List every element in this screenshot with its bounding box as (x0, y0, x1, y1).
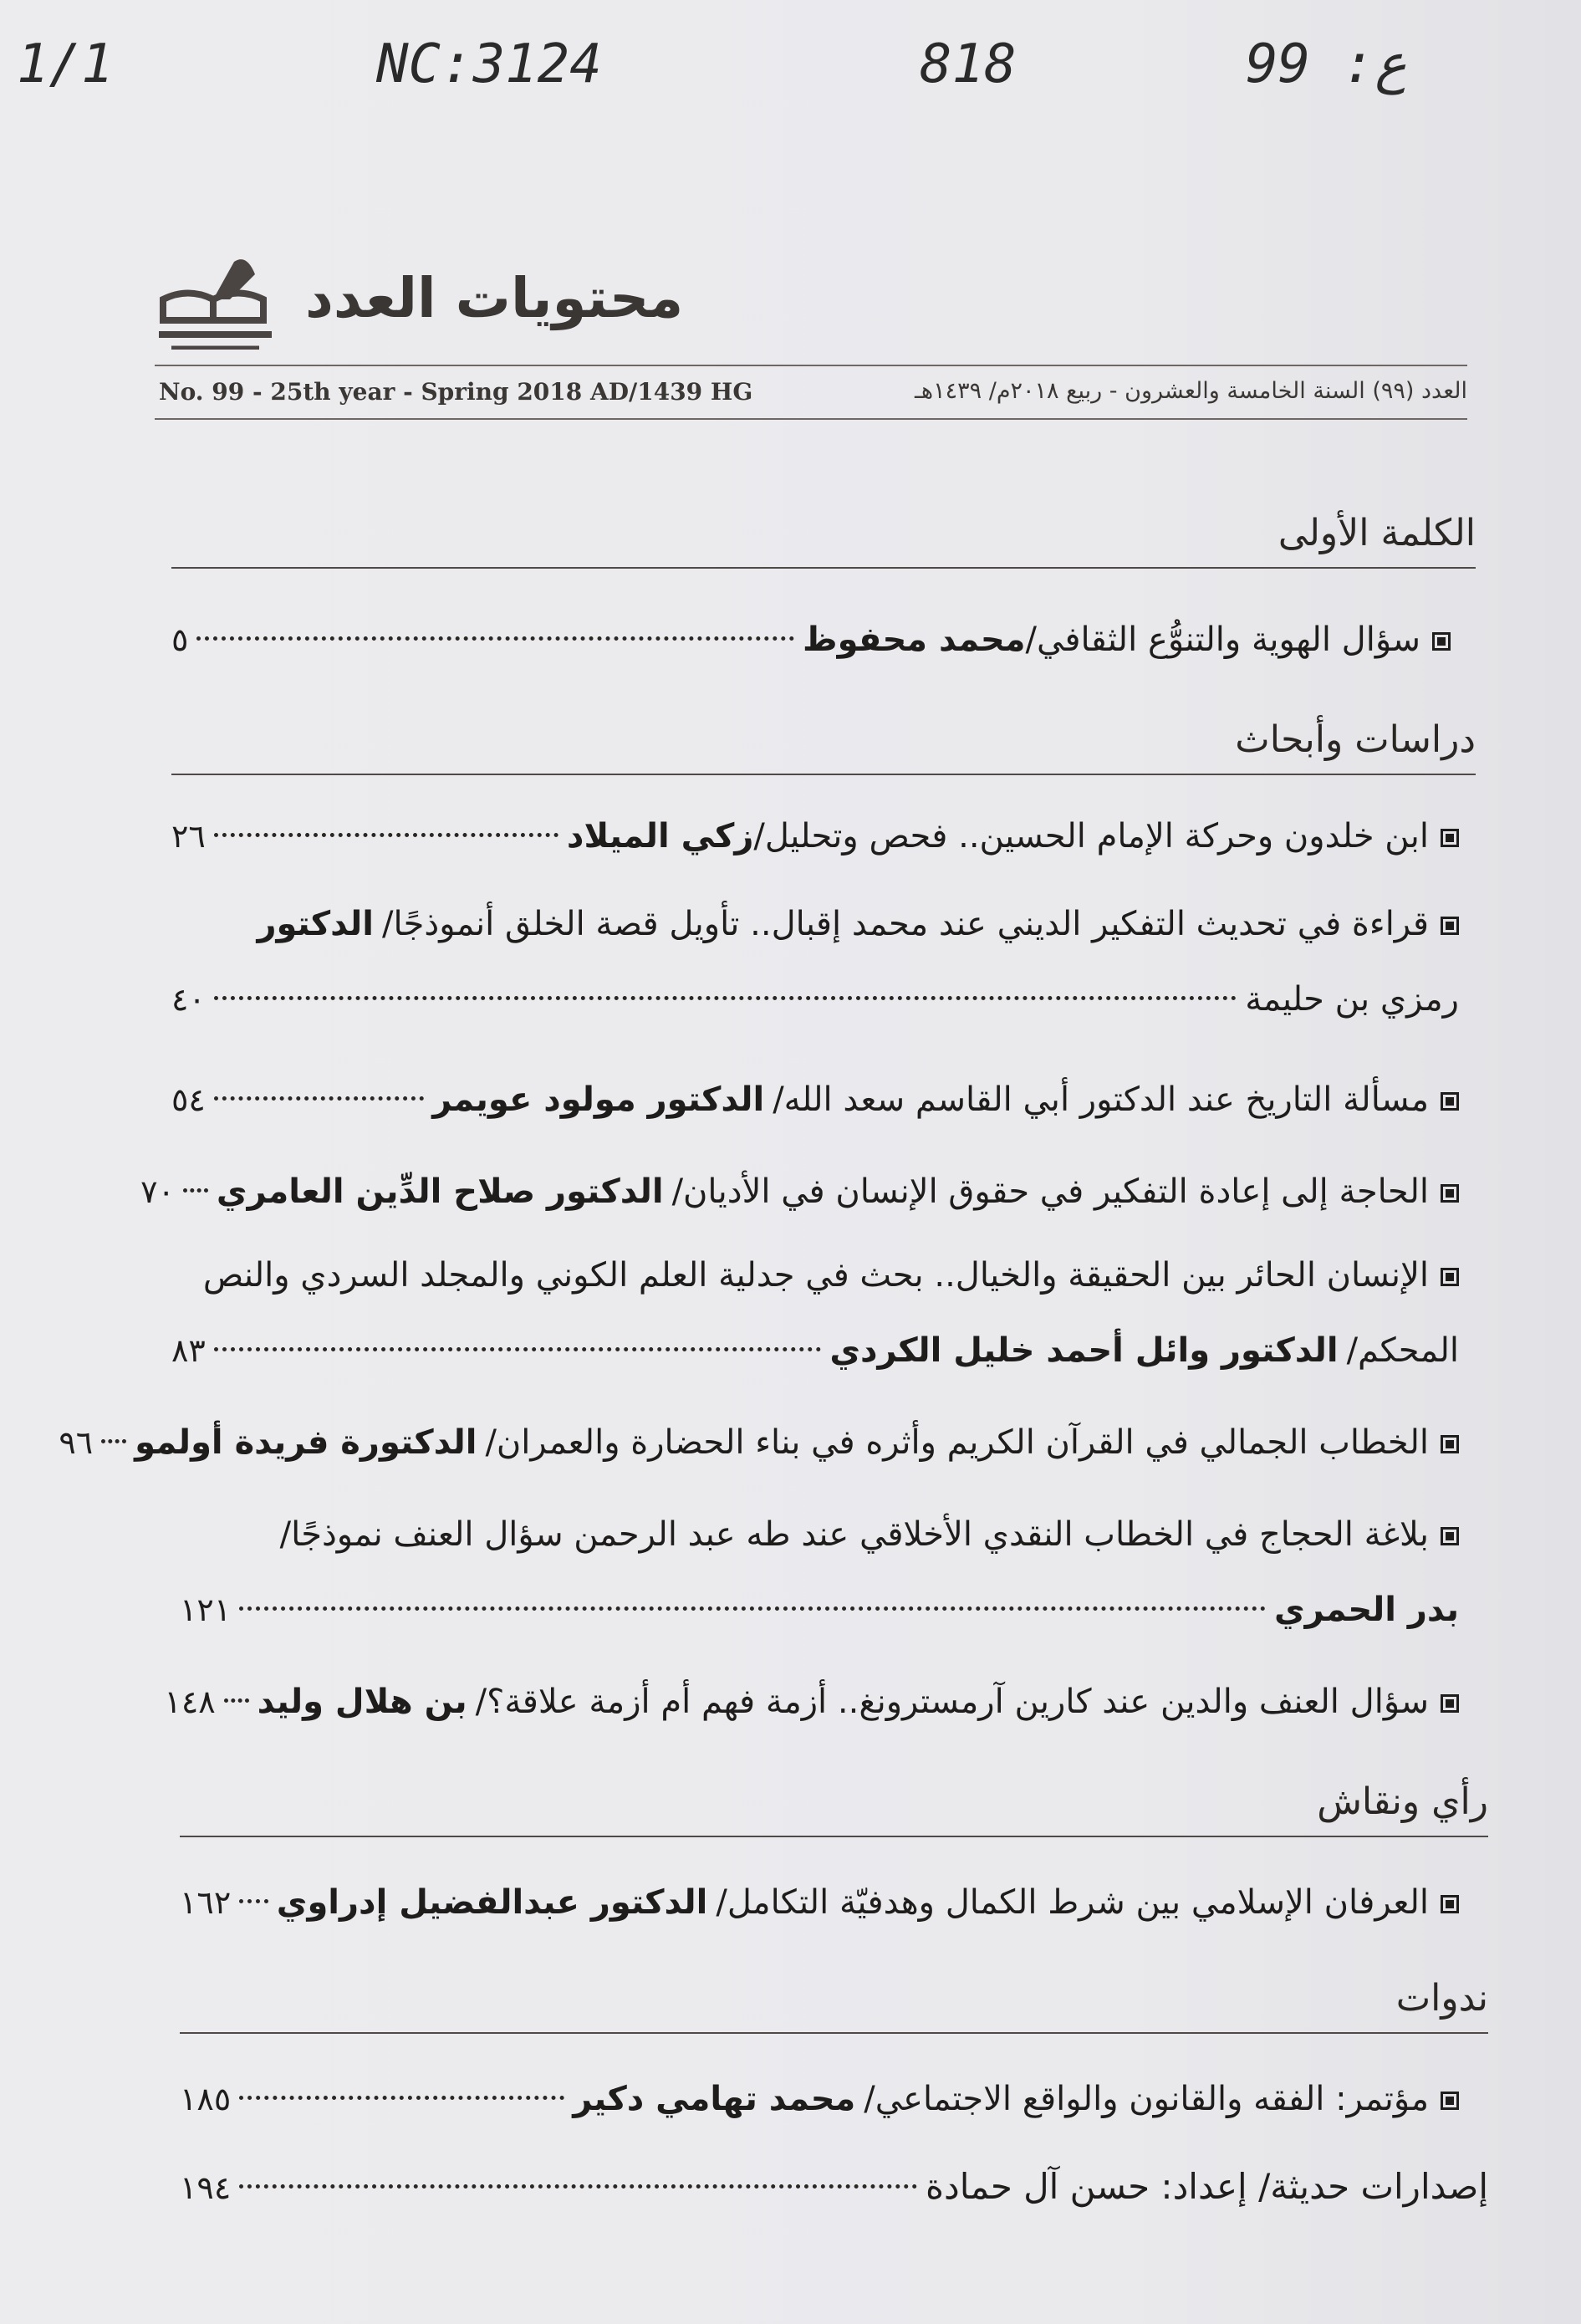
entry-page: ٢٦ (171, 818, 206, 855)
entry-page: ١٢١ (180, 1591, 232, 1628)
entry-page: ٨٣ (171, 1332, 206, 1369)
entry-author: بدر الحمري (1274, 1591, 1459, 1629)
section-title: ندوات (1395, 1977, 1488, 2020)
entry-author: محمد تهامي دكير (573, 2080, 856, 2118)
entry-page: ١٤٨ (164, 1683, 216, 1720)
entry-page: ١٦٢ (180, 1884, 232, 1921)
entry-page: ٥ (171, 621, 189, 658)
book-logo-icon (155, 241, 280, 350)
square-bullet-icon (1441, 1527, 1459, 1545)
square-bullet-icon (1441, 1268, 1459, 1286)
entry-title: إصدارات حديثة/ إعداد: حسن آل حمادة (926, 2166, 1488, 2207)
issue-info-arabic: العدد (٩٩) السنة الخامسة والعشرون - ربيع ٢٠١٨م/ ١٤٣٩هـ (914, 378, 1467, 404)
toc-entry[interactable] (171, 886, 1459, 1037)
toc-entry[interactable] (171, 602, 1451, 677)
divider (180, 1836, 1488, 1837)
entry-title: قراءة في تحديث التفكير الديني عند محمد إقبال.. تأويل قصة الخلق أنموذجًا/ (382, 905, 1429, 943)
page-title: محتويات العدد (305, 266, 684, 330)
toc-entry[interactable] (164, 1664, 1459, 1739)
toc-entry[interactable] (171, 799, 1459, 874)
toc-entry[interactable] (140, 1154, 1459, 1229)
handwritten-note-middle: 818 (920, 33, 1017, 95)
square-bullet-icon (1441, 1895, 1459, 1913)
entry-author: الدكتور (257, 905, 374, 943)
entry-page: ٤٠ (171, 981, 206, 1018)
entry-author: الدكتور عبدالفضيل إدراوي (276, 1883, 708, 1922)
entry-author: زكي الميلاد (566, 817, 754, 856)
square-bullet-icon (1432, 632, 1451, 651)
handwritten-note-left: 1/1 (17, 33, 114, 95)
toc-entry[interactable] (180, 1865, 1459, 1940)
dot-leader (224, 1698, 249, 1703)
section-title: دراسات وأبحاث (1235, 718, 1476, 761)
entry-title: العرفان الإسلامي بين شرط الكمال وهدفيّة التكامل/ (716, 1883, 1429, 1922)
entry-title: سؤال الهوية والتنوُّع الثقافي/ (1025, 621, 1420, 659)
entry-page: ١٩٤ (180, 2169, 232, 2206)
entry-author: الدكتور وائل أحمد خليل الكردي (829, 1331, 1339, 1370)
entry-page: ٩٦ (59, 1424, 94, 1461)
section-title: الكلمة الأولى (1278, 512, 1476, 554)
section-title: رأي ونقاش (1317, 1780, 1488, 1823)
dot-leader (196, 636, 794, 641)
dot-leader (183, 1188, 208, 1193)
square-bullet-icon (1441, 917, 1459, 935)
section-studies (171, 715, 1476, 775)
toc-entry[interactable] (171, 1238, 1459, 1388)
dot-leader (239, 2184, 917, 2189)
toc-entry[interactable] (59, 1405, 1459, 1480)
dot-leader (214, 996, 1237, 1000)
entry-author: الدكتورة فريدة أولمو (135, 1423, 477, 1462)
dot-leader (239, 1899, 268, 1903)
dot-leader (239, 1606, 1266, 1611)
divider (155, 365, 1467, 366)
entry-title: الحاجة إلى إعادة التفكير في حقوق الإنسان في الأديان/ (671, 1172, 1429, 1211)
entry-title: بلاغة الحجاج في الخطاب النقدي الأخلاقي عند طه عبد الرحمن سؤال العنف نموذجًا/ (279, 1515, 1429, 1554)
handwritten-note-issue: ع: 99 (1246, 33, 1407, 95)
toc-entry[interactable] (180, 2149, 1488, 2224)
entry-page: ١٨٥ (180, 2081, 232, 2117)
handwritten-note-code: NC:3124 (376, 33, 602, 95)
issue-info-english: No. 99 - 25th year - Spring 2018 AD/1439 HG (159, 378, 753, 406)
contents-header (155, 241, 1467, 366)
entry-title-continued: المحكم/ (1346, 1331, 1459, 1370)
section-seminars (180, 1974, 1488, 2034)
dot-leader (101, 1439, 126, 1443)
entry-title: سؤال العنف والدين عند كارين آرمسترونغ.. أزمة فهم أم أزمة علاقة؟/ (475, 1683, 1429, 1721)
square-bullet-icon (1441, 2092, 1459, 2110)
dot-leader (214, 833, 558, 837)
divider (171, 567, 1476, 569)
toc-entry[interactable] (171, 1062, 1459, 1137)
entry-title: الخطاب الجمالي في القرآن الكريم وأثره في بناء الحضارة والعمران/ (485, 1423, 1429, 1462)
toc-entry[interactable] (180, 2061, 1459, 2137)
entry-author: محمد محفوظ (803, 621, 1026, 659)
entry-title: ابن خلدون وحركة الإمام الحسين.. فحص وتحليل/ (753, 817, 1429, 856)
entry-title: مسألة التاريخ عند الدكتور أبي القاسم سعد الله/ (773, 1080, 1429, 1119)
section-first-word (171, 508, 1476, 569)
entry-title-continued: رمزي بن حليمة (1245, 980, 1459, 1019)
square-bullet-icon (1441, 1092, 1459, 1111)
entry-author: بن هلال وليد (257, 1683, 467, 1721)
dot-leader (214, 1096, 424, 1101)
entry-author: الدكتور صلاح الدِّين العامري (216, 1172, 664, 1211)
entry-page: ٥٤ (171, 1081, 206, 1118)
dot-leader (214, 1347, 821, 1351)
divider (180, 2032, 1488, 2034)
square-bullet-icon (1441, 1184, 1459, 1203)
divider (155, 418, 1467, 420)
square-bullet-icon (1441, 1694, 1459, 1713)
dot-leader (239, 2096, 564, 2100)
entry-author: الدكتور مولود عويمر (432, 1080, 765, 1119)
square-bullet-icon (1441, 829, 1459, 847)
entry-title: الإنسان الحائر بين الحقيقة والخيال.. بحث في جدلية العلم الكوني والمجلد السردي والنص (202, 1256, 1429, 1295)
entry-title: مؤتمر: الفقه والقانون والواقع الاجتماعي/ (864, 2080, 1429, 2118)
entry-page: ٧٠ (140, 1173, 175, 1210)
square-bullet-icon (1441, 1435, 1459, 1453)
divider (171, 774, 1476, 775)
toc-entry[interactable] (180, 1497, 1459, 1647)
issue-info (159, 378, 1467, 411)
section-opinion (180, 1777, 1488, 1837)
